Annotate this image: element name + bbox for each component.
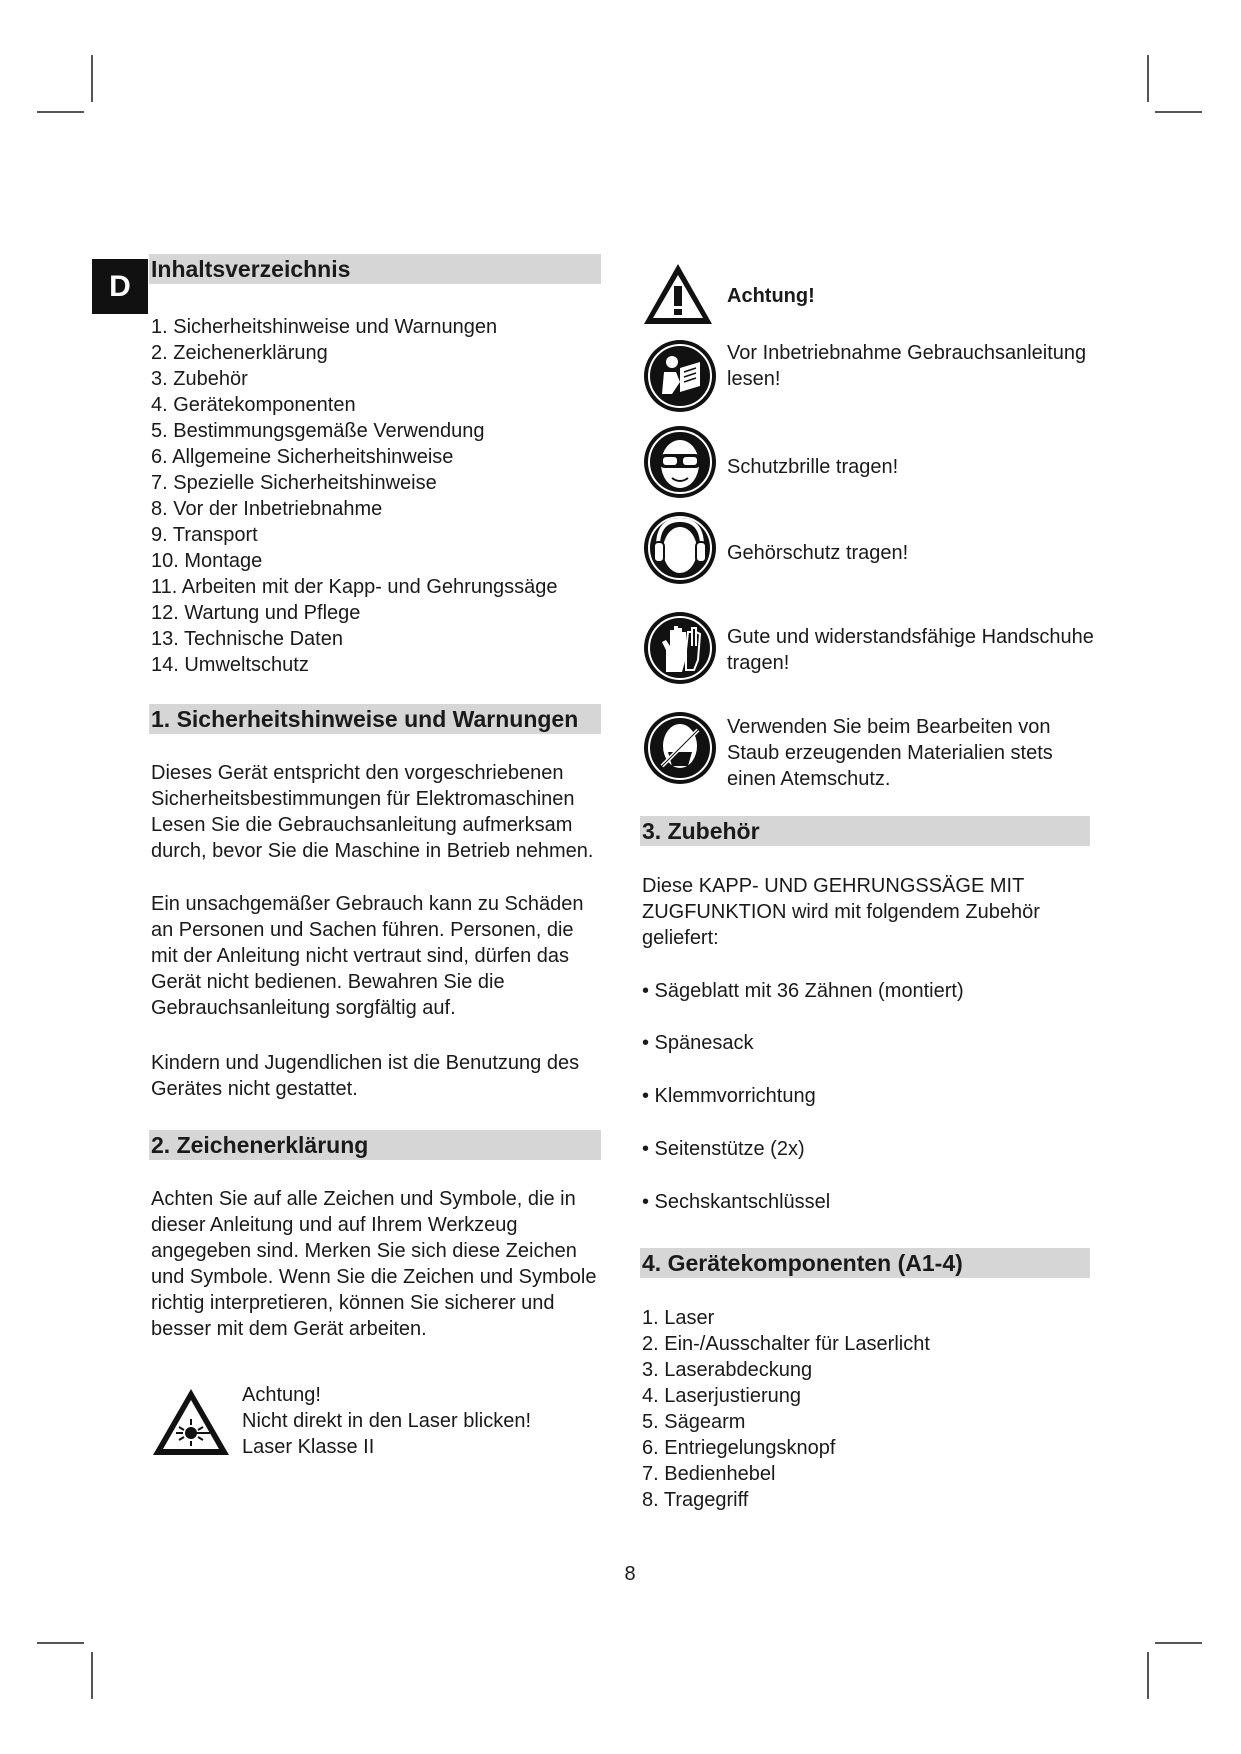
toc-item: 2. Zeichenerklärung (151, 342, 328, 364)
components-list (642, 1305, 930, 1513)
accessory-item: • Sägeblatt mit 36 Zähnen (montiert) (642, 980, 964, 1002)
toc-title: Inhaltsverzeichnis (149, 254, 601, 284)
laser-warning-line-1: Achtung! (242, 1384, 321, 1406)
page-number: 8 (624, 1563, 636, 1585)
section-1-title: 1. Sicherheitshinweise und Warnungen (149, 704, 601, 734)
crop-mark-br-h (1155, 1642, 1202, 1644)
toc-item: 11. Arbeiten mit der Kapp- und Gehrungssäge (151, 576, 558, 598)
component-item: 1. Laser (642, 1307, 715, 1329)
gloves-icon (642, 610, 718, 686)
section-1-paragraph-1: Dieses Gerät entspricht den vorgeschriebenen Sicherheitsbestimmungen für Elektromaschinen Lesen Sie die Gebrauchsanleitung aufmerksam durch, bevor Sie die Maschine in Betrieb nehmen. (151, 762, 594, 862)
section-3-title: 3. Zubehör (640, 816, 1090, 846)
crop-mark-tr-h (1155, 111, 1202, 113)
toc-item: 8. Vor der Inbetriebnahme (151, 498, 383, 520)
toc-item: 4. Gerätekomponenten (151, 394, 356, 416)
toc-item: 9. Transport (151, 524, 258, 546)
laser-warning-line-2: Nicht direkt in den Laser blicken! (242, 1410, 532, 1432)
toc-item: 1. Sicherheitshinweise und Warnungen (151, 316, 498, 338)
warning-triangle-icon (642, 262, 714, 326)
accessory-item: • Seitenstütze (2x) (642, 1138, 805, 1160)
crop-mark-tl-h (37, 111, 84, 113)
language-tab: D (92, 259, 148, 314)
read-manual-icon (642, 338, 718, 414)
section-4-title: 4. Gerätekomponenten (A1-4) (640, 1248, 1090, 1278)
crop-mark-br-v (1147, 1652, 1149, 1699)
toc-item: 3. Zubehör (151, 368, 248, 390)
safety-goggles-icon (642, 424, 718, 500)
respirator-text: Verwenden Sie beim Bearbeiten von Staub erzeugenden Materialien stets einen Atemschutz. (727, 716, 1053, 790)
component-item: 3. Laserabdeckung (642, 1359, 813, 1381)
toc-item: 5. Bestimmungsgemäße Verwendung (151, 420, 485, 442)
safety-goggles-text: Schutzbrille tragen! (727, 456, 899, 478)
toc-item: 12. Wartung und Pflege (151, 602, 361, 624)
crop-mark-bl-h (37, 1642, 84, 1644)
toc-item: 13. Technische Daten (151, 628, 343, 650)
component-item: 6. Entriegelungsknopf (642, 1437, 836, 1459)
ear-protection-icon (642, 510, 718, 586)
table-of-contents (151, 314, 558, 678)
crop-mark-tl-v (91, 55, 93, 102)
component-item: 2. Ein-/Ausschalter für Laserlicht (642, 1333, 930, 1355)
component-item: 7. Bedienhebel (642, 1463, 776, 1485)
section-3-intro: Diese KAPP- UND GEHRUNGSSÄGE MIT ZUGFUNKTION wird mit folgendem Zubehör geliefert: (642, 875, 1040, 949)
section-2-paragraph: Achten Sie auf alle Zeichen und Symbole, die in dieser Anleitung und auf Ihrem Werkzeug angegeben sind. Merken Sie sich diese Zeichen und Symbole. Wenn Sie die Zeichen und Symbole richtig interpretieren, können Sie sicherer und besser mit dem Gerät arbeiten. (151, 1188, 597, 1340)
toc-item: 7. Spezielle Sicherheitshinweise (151, 472, 437, 494)
toc-item: 6. Allgemeine Sicherheitshinweise (151, 446, 454, 468)
accessory-item: • Klemmvorrichtung (642, 1085, 816, 1107)
gloves-text: Gute und widerstandsfähige Handschuhe tragen! (727, 626, 1094, 674)
component-item: 4. Laserjustierung (642, 1385, 801, 1407)
toc-item: 14. Umweltschutz (151, 654, 309, 676)
attention-label: Achtung! (727, 285, 815, 307)
toc-item: 10. Montage (151, 550, 263, 572)
component-item: 8. Tragegriff (642, 1489, 749, 1511)
crop-mark-bl-v (91, 1652, 93, 1699)
read-manual-text: Vor Inbetriebnahme Gebrauchsanleitung lesen! (727, 342, 1087, 390)
laser-warning-icon (150, 1386, 232, 1458)
laser-warning (150, 1382, 610, 1472)
accessory-item: • Spänesack (642, 1032, 754, 1054)
section-1-paragraph-2: Ein unsachgemäßer Gebrauch kann zu Schäden an Personen und Sachen führen. Personen, die mit der Anleitung nicht vertraut sind, dürfen das Gerät nicht bedienen. Bewahren Sie die Gebrauchsanleitung sorgfältig auf. (151, 893, 584, 1019)
ear-protection-text: Gehörschutz tragen! (727, 542, 909, 564)
section-1-paragraph-3: Kindern und Jugendlichen ist die Benutzung des Gerätes nicht gestattet. (151, 1052, 580, 1100)
crop-mark-tr-v (1147, 55, 1149, 102)
section-2-title: 2. Zeichenerklärung (149, 1130, 601, 1160)
accessory-item: • Sechskantschlüssel (642, 1191, 831, 1213)
laser-warning-line-3: Laser Klasse II (242, 1436, 375, 1458)
component-item: 5. Sägearm (642, 1411, 746, 1433)
respirator-icon (642, 710, 718, 786)
